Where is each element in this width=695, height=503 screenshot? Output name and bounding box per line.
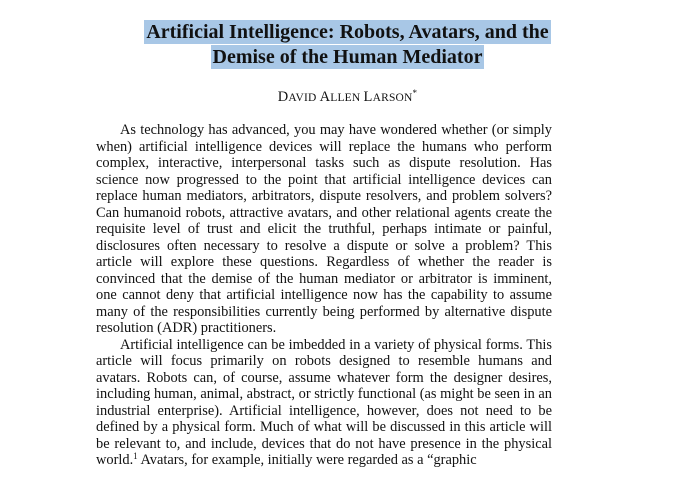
article-title: [100, 20, 595, 70]
author-first-initial: D: [277, 89, 289, 105]
footnote-reference[interactable]: 1: [133, 451, 138, 461]
paragraph-2: [96, 337, 552, 469]
article-body: [96, 122, 552, 469]
title-line-2[interactable]: Demise of the Human Mediator: [212, 46, 483, 68]
author-middle-rest: LLEN: [330, 92, 364, 104]
author-footnote-marker[interactable]: *: [412, 88, 418, 98]
author-middle-initial: A: [319, 89, 331, 105]
paragraph-2-text: Artificial intelligence can be imbedded in a variety of physical forms. This article will focus primarily on robots designed to resemble humans and avatars. Robots can, of course, assume whatever form the designer desires, including human, animal, abstract, or strictly functional (as might be seen in an industrial enterprise). Artificial intelligence, however, does not need to be defined by a physical form. Much of what will be discussed in this article will be relevant to, and include, devices that do not have presence in the physical world.: [96, 336, 552, 468]
author-last-rest: ARSON: [372, 92, 413, 104]
author-line: [100, 88, 595, 107]
author-first-rest: AVID: [288, 92, 320, 104]
title-line-1[interactable]: Artificial Intelligence: Robots, Avatars, and the: [146, 21, 549, 43]
paragraph-2-tail: Avatars, for example, initially were regarded as a “graphic: [137, 452, 477, 468]
paragraph-1: As technology has advanced, you may have wondered whether (or simply when) artificial intelligence devices will replace the humans who perform complex, interactive, interpersonal tasks such as dispute resolution. Has science now progressed to the point that artificial intelligence devices can replace human mediators, arbitrators, dispute resolvers, and problem solvers? Can humanoid robots, attractive avatars, and other relational agents create the requisite level of trust and elicit the truthful, perhaps intimate or painful, disclosures often necessary to resolve a dispute or solve a problem? This article will explore these questions. Regardless of whether the reader is convinced that the demise of the human mediator or arbitrator is imminent, one cannot deny that artificial intelligence now has the capability to assume many of the responsibilities currently being performed by alternative dispute resolution (ADR) practitioners.: [96, 122, 552, 336]
author-last-initial: L: [363, 89, 373, 105]
